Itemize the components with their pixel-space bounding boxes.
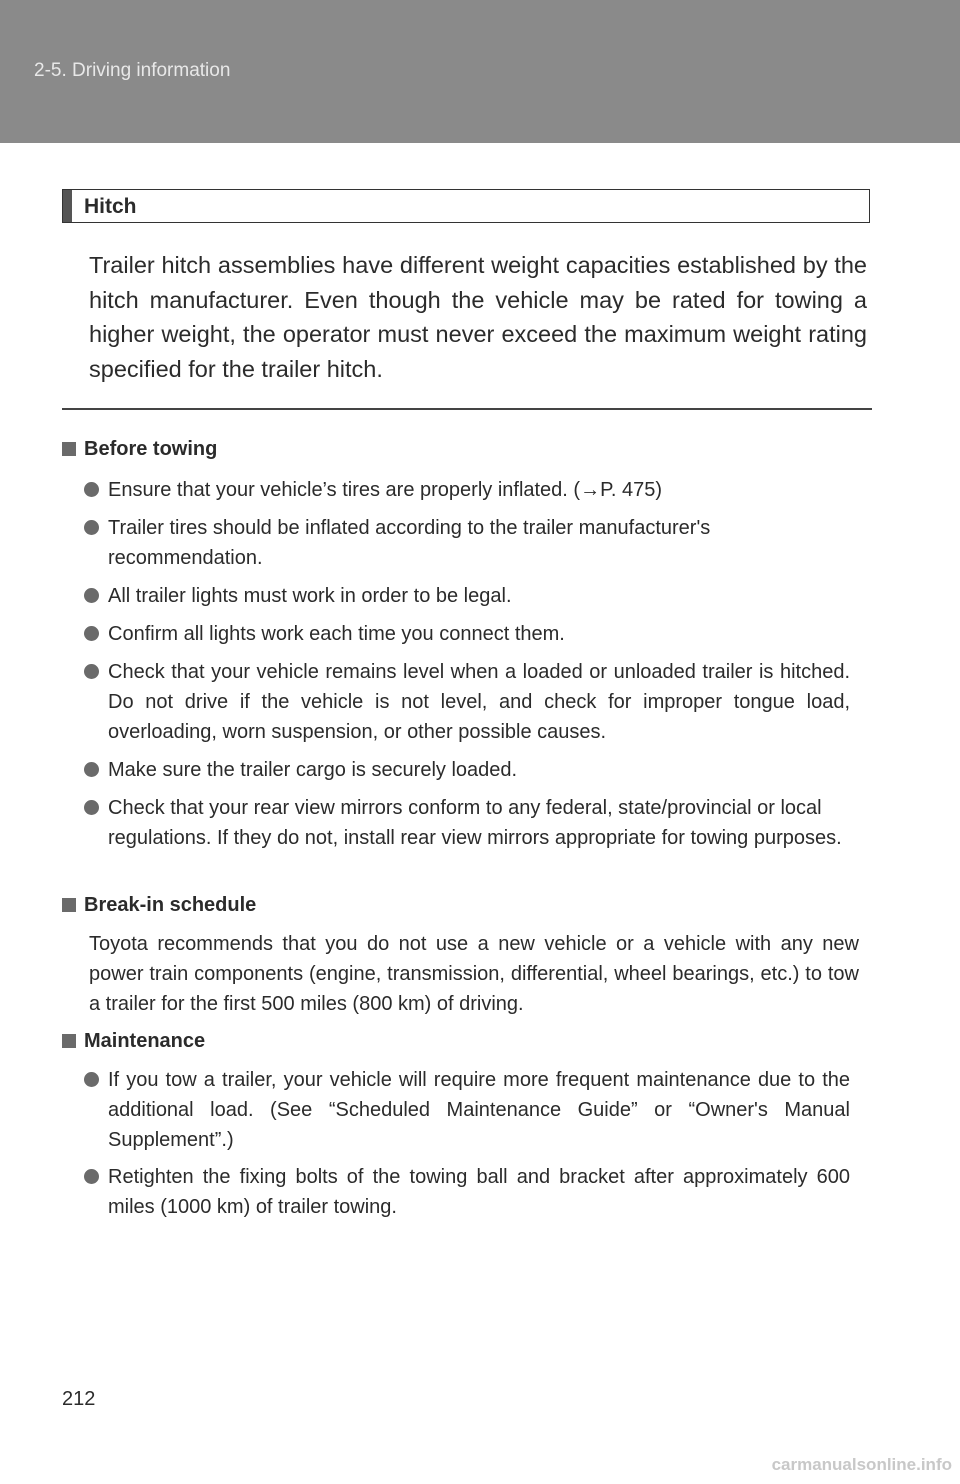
bullet-icon	[84, 1169, 99, 1184]
header-band	[0, 0, 960, 143]
list-item: Trailer tires should be inflated according to the trailer manufacturer's recommendation.	[108, 513, 850, 573]
bullet-icon	[84, 588, 99, 603]
break-in-heading: Break-in schedule	[62, 894, 256, 917]
hitch-heading: Hitch	[84, 195, 137, 218]
section-title: 2-5. Driving information	[34, 60, 231, 81]
page-number: 212	[62, 1388, 96, 1410]
bullet-icon	[84, 664, 99, 679]
list-item: Check that your vehicle remains level when a loaded or unloaded trailer is hitched. Do not drive if the vehicle is not level, and check for improper tongue load, overloading, worn suspension, or other possible causes.	[108, 657, 850, 747]
square-bullet-icon	[62, 1034, 76, 1048]
maintenance-heading: Maintenance	[62, 1030, 205, 1053]
list-item: Make sure the trailer cargo is securely loaded.	[108, 755, 850, 785]
square-bullet-icon	[62, 442, 76, 456]
bullet-icon	[84, 762, 99, 777]
bullet-icon	[84, 520, 99, 535]
break-in-paragraph: Toyota recommends that you do not use a new vehicle or a vehicle with any new power train components (engine, transmission, differential, wheel bearings, etc.) to tow a trailer for the first 500 miles (800 km) of driving.	[89, 933, 859, 1015]
list-item: Retighten the fixing bolts of the towing ball and bracket after approximately 600 miles (1000 km) of trailer towing.	[108, 1162, 850, 1222]
hitch-heading-box	[62, 189, 870, 223]
before-towing-heading: Before towing	[62, 438, 217, 461]
bullet-icon	[84, 800, 99, 815]
list-item: Ensure that your vehicle’s tires are properly inflated. (→P. 475)	[108, 475, 850, 505]
heading-marker	[63, 190, 72, 222]
hitch-paragraph: Trailer hitch assemblies have different weight capacities established by the hitch manufacturer. Even though the vehicle may be rated for towing a higher weight, the operator must never exceed the maximum weight rating specified for the trailer hitch.	[89, 252, 867, 382]
section-divider	[62, 408, 872, 410]
bullet-icon	[84, 482, 99, 497]
list-item: If you tow a trailer, your vehicle will require more frequent maintenance due to the additional load. (See “Scheduled Maintenance Guide” or “Owner's Manual Supplement”.)	[108, 1065, 850, 1155]
list-item: Check that your rear view mirrors conform to any federal, state/provincial or local regulations. If they do not, install rear view mirrors appropriate for towing purposes.	[108, 793, 850, 853]
bullet-icon	[84, 626, 99, 641]
square-bullet-icon	[62, 898, 76, 912]
watermark: carmanualsonline.info	[771, 1455, 952, 1474]
bullet-icon	[84, 1072, 99, 1087]
list-item: All trailer lights must work in order to be legal.	[108, 581, 850, 611]
list-item: Confirm all lights work each time you connect them.	[108, 619, 850, 649]
